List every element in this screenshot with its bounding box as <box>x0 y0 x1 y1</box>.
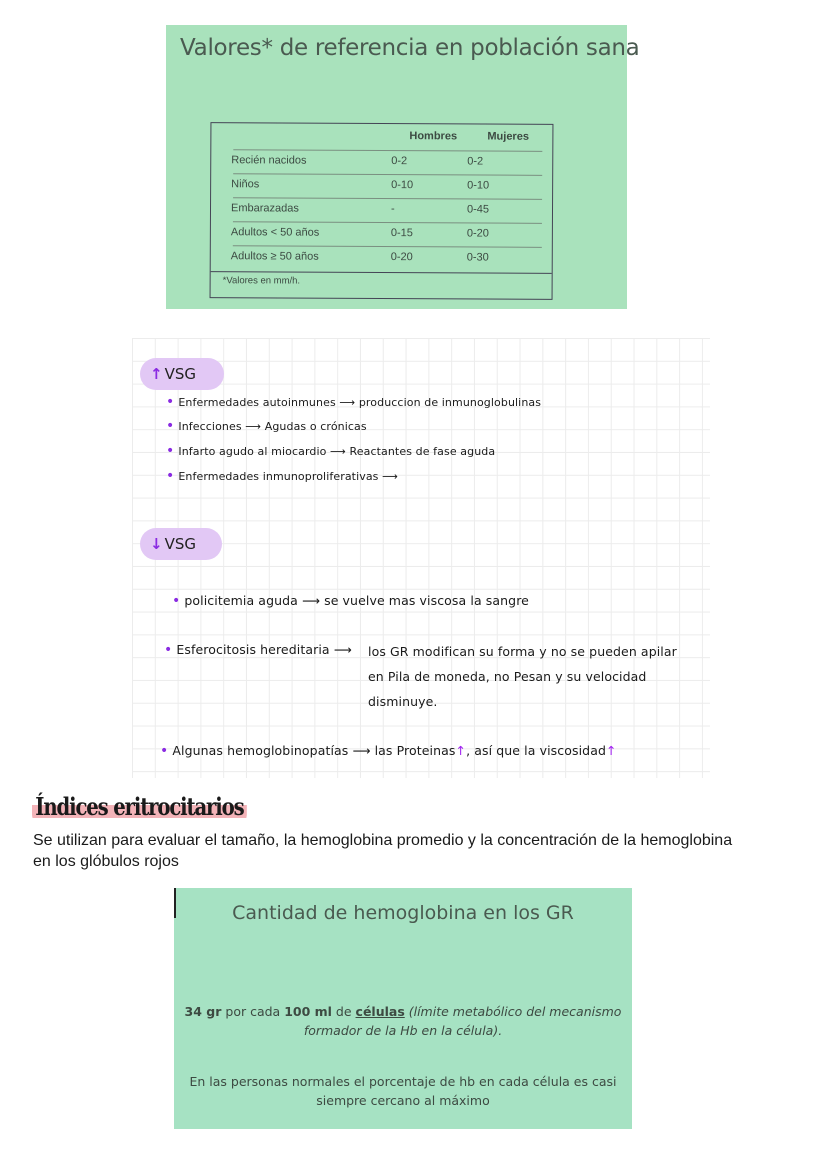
slide-title: Cantidad de hemoglobina en los GR <box>232 902 574 924</box>
bullet-icon: • <box>172 593 181 609</box>
arrow-up-icon: ↑ <box>606 743 617 758</box>
arrow-up-icon: ↑ <box>455 743 467 758</box>
women-value: 0-2 <box>467 155 484 168</box>
bullet-icon: • <box>166 468 175 484</box>
list-item: • Enfermedades autoinmunes ⟶ produccion de inmunoglobulinas <box>166 394 542 410</box>
list-item: • Algunas hemoglobinopatías ⟶ las Proteinas↑, así que la viscosidad↑ <box>160 743 617 759</box>
bullet-icon: • <box>166 443 175 459</box>
list-item: • Infecciones ⟶ Agudas o crónicas <box>166 418 367 434</box>
table-footnote: *Valores en mm/h. <box>222 275 301 287</box>
bullet-icon: • <box>166 394 175 410</box>
slide-paragraph: En las personas normales el porcentaje de hb en cada célula es casi siempre cercano al máximo <box>189 1074 617 1108</box>
list-item-continuation: disminuye. <box>368 694 438 709</box>
row-label: Adultos ≥ 50 años <box>230 250 319 263</box>
women-value: 0-45 <box>466 203 490 216</box>
table-row <box>211 173 552 199</box>
men-value: 0-20 <box>390 251 413 264</box>
list-item: • Esferocitosis hereditaria ⟶ <box>164 642 352 658</box>
women-value: 0-30 <box>466 251 489 264</box>
men-value: 0-15 <box>390 227 413 240</box>
table-row <box>211 245 552 271</box>
row-label: Niños <box>231 178 260 191</box>
slide-paragraph: 34 gr por cada 100 ml de células (límite metabólico del mecanismo formador de la Hb en la célula). <box>184 1004 622 1038</box>
table-row <box>211 221 552 247</box>
row-label: Recién nacidos <box>231 154 307 167</box>
row-label: Embarazadas <box>230 202 299 215</box>
reference-table <box>210 122 554 300</box>
men-value: 0-10 <box>391 179 414 192</box>
arrow-down-icon: ↓ <box>150 535 163 553</box>
list-item: • policitemia aguda ⟶ se vuelve mas viscosa la sangre <box>172 593 529 609</box>
row-label: Adultos < 50 años <box>230 226 320 239</box>
women-value: 0-20 <box>466 227 489 240</box>
list-item: • Infarto agudo al miocardio ⟶ Reactantes de fase aguda <box>166 443 496 459</box>
bullet-icon: • <box>160 743 169 759</box>
reference-values-slide <box>166 25 640 309</box>
table-row <box>211 197 552 223</box>
heading-label: VSG <box>164 365 196 383</box>
table-row <box>211 149 552 175</box>
hemoglobin-slide <box>174 888 632 1129</box>
column-header-women: Mujeres <box>487 130 530 143</box>
arrow-up-icon: ↑ <box>150 365 163 383</box>
slide-title: Valores* de referencia en población sana <box>180 35 640 61</box>
increase-vsg-heading <box>140 358 224 390</box>
decrease-vsg-heading <box>140 528 222 560</box>
list-item-continuation: en Pila de moneda, no Pesan y su velocidad <box>368 669 647 684</box>
men-value: - <box>390 203 395 216</box>
bullet-icon: • <box>166 418 175 434</box>
heading-label: VSG <box>164 535 196 553</box>
men-value: 0-2 <box>391 155 408 168</box>
bullet-icon: • <box>164 642 173 658</box>
list-item-continuation: los GR modifican su forma y no se pueden apilar <box>368 644 677 659</box>
list-item: • Enfermedades inmunoproliferativas ⟶ <box>166 468 398 484</box>
section-description: Se utilizan para evaluar el tamaño, la hemoglobina promedio y la concentración de la hemoglobina en los glóbulos rojos <box>33 832 733 870</box>
section-title: Índices eritrocitarios <box>32 792 247 821</box>
column-header-men: Hombres <box>409 130 458 143</box>
grid-notes <box>132 338 710 778</box>
footer-divider <box>211 271 552 274</box>
women-value: 0-10 <box>467 179 490 192</box>
